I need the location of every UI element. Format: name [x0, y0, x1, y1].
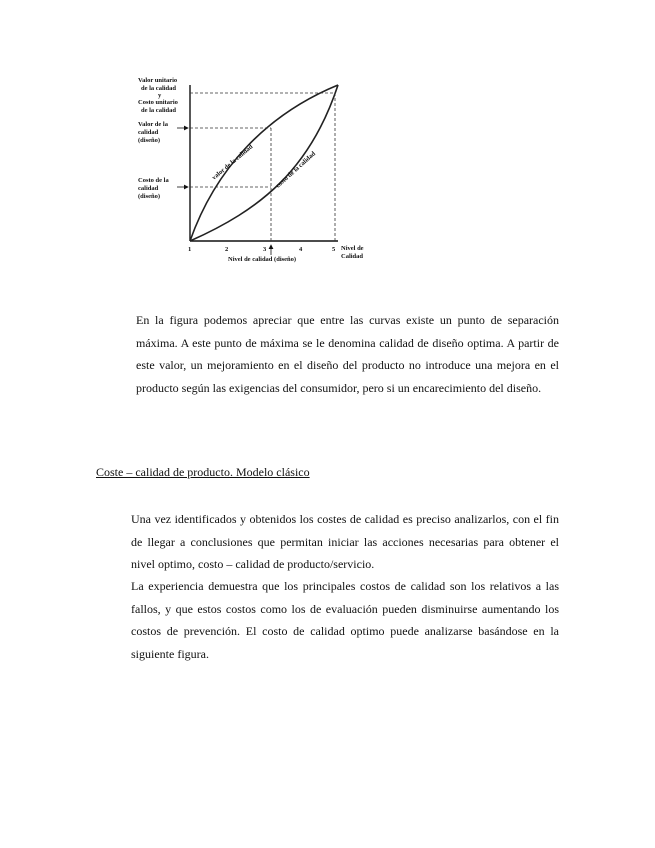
label-costo-diseno-2: calidad [138, 185, 159, 192]
paragraph-quality-costs-analysis: Una vez identificados y obtenidos los costes de calidad es preciso analizarlos, con el fin de llegar a conclusiones que permitan iniciar las acciones necesarias para obtener el nivel optimo, costo – calidad de producto/servicio. [131, 512, 559, 571]
x-end-label-2: Calidad [341, 253, 364, 260]
label-valor-unitario-5: de la calidad [141, 107, 177, 114]
label-valor-unitario-2: de la calidad [141, 85, 177, 92]
label-valor-diseno-3: (diseño) [138, 137, 161, 144]
label-valor-diseno-2: calidad [138, 129, 159, 136]
x-tick-1: 1 [188, 246, 192, 253]
label-costo-diseno-3: (diseño) [138, 193, 161, 200]
value-curve [190, 85, 338, 241]
label-valor-diseno-1: Valor de la [138, 121, 168, 128]
paragraph-quality-costs-experience: La experiencia demuestra que los principales costos de calidad son los relativos a las fallos, y que estos costos como los de evaluación pueden disminuirse aumentando los costos de prevención. El costo de calidad optimo puede analizarse basándose en la siguiente figura. [131, 579, 559, 661]
x-tick-3: 3 [263, 246, 267, 253]
label-valor-unitario-3: y [158, 92, 162, 99]
x-tick-2: 2 [225, 246, 229, 253]
quality-value-cost-figure [120, 60, 390, 275]
paragraph-figure-description: En la figura podemos apreciar que entre las curvas existe un punto de separación máxima. A este punto de máxima se le denomina calidad de diseño optima. A partir de este valor, un mejoramiento en el diseño del producto no introduce una mejora en el producto según las exigencias del consumidor, pero si un encarecimiento del diseño. [136, 313, 559, 395]
label-costo-diseno-1: Costo de la [138, 177, 169, 184]
label-valor-unitario-1: Valor unitario [138, 77, 178, 84]
curve-label-costo: costo de la calidad [274, 150, 318, 190]
cost-curve [190, 85, 338, 241]
x-axis-title: Nivel de calidad (diseño) [228, 256, 297, 263]
x-tick-4: 4 [299, 246, 303, 253]
section-heading: Coste – calidad de producto. Modelo clásico [96, 465, 310, 479]
x-end-label-1: Nivel de [341, 245, 364, 252]
x-tick-5: 5 [332, 246, 336, 253]
curve-label-valor: valor de la calidad [210, 143, 255, 182]
label-valor-unitario-4: Costo unitario [138, 99, 178, 106]
